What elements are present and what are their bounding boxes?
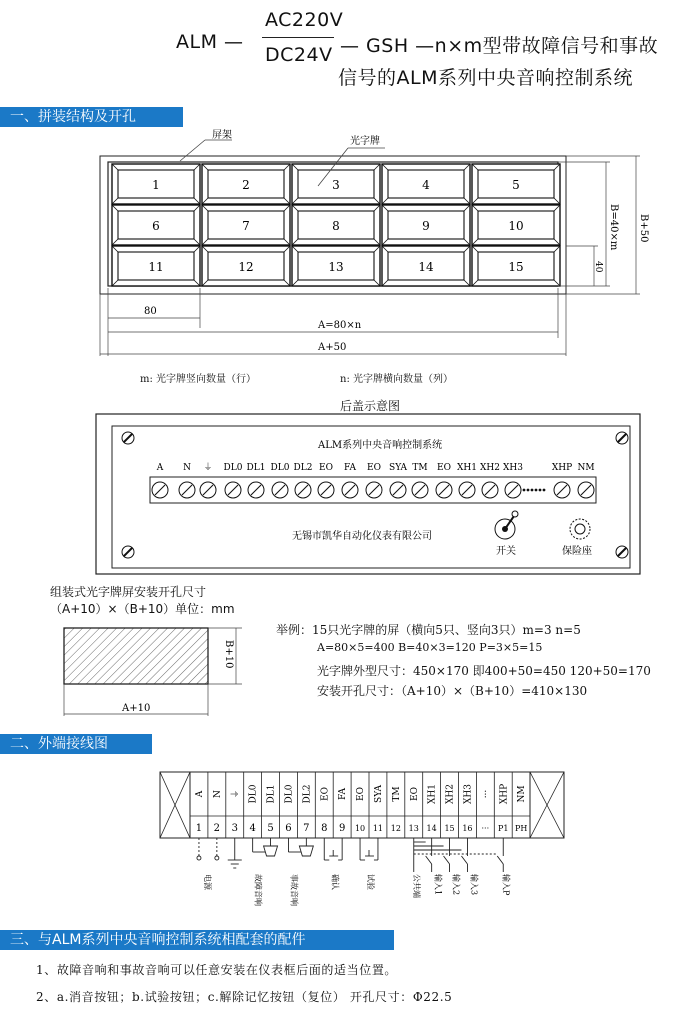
plate-number: 14 xyxy=(418,260,434,274)
wire-label: XHP xyxy=(499,783,510,805)
terminal-screw-icon xyxy=(248,482,264,498)
terminal-screw-icon xyxy=(295,482,311,498)
fuse-icon xyxy=(570,519,590,539)
wiring-diagram xyxy=(0,760,700,910)
plate-8 xyxy=(292,205,380,245)
wire-bottom-label: 故障音响 xyxy=(253,874,263,906)
plate-15 xyxy=(472,246,560,286)
accessory-item-2: 2、a.消音按钮；b.试验按钮；c.解除记忆按钮（复位） 开孔尺寸：Φ22.5 xyxy=(36,990,453,1004)
title-line2: 信号的ALM系列中央音响控制系统 xyxy=(338,67,633,89)
plate-number: 2 xyxy=(242,178,250,192)
terminal-screw-icon xyxy=(505,482,521,498)
wire-label: XH1 xyxy=(427,784,438,804)
terminal-label: EO xyxy=(367,463,381,473)
terminal-screw-icon xyxy=(554,482,570,498)
plate-number: 3 xyxy=(332,178,340,192)
plate-number: 10 xyxy=(508,219,524,233)
terminal-screw-icon xyxy=(412,482,428,498)
rear-cover-diagram xyxy=(0,412,700,577)
wire-bottom-label: 确认 xyxy=(330,874,340,890)
manufacturer: 无锡市凯华自动化仪表有限公司 xyxy=(292,531,432,542)
wire-number: 10 xyxy=(354,824,366,833)
terminal-screw-icon xyxy=(225,482,241,498)
wire-number: 16 xyxy=(462,824,473,833)
section2-title: 二、外端接线图 xyxy=(0,734,152,754)
note-m: m: 光字牌竖向数量（行） xyxy=(140,374,257,385)
dim-40: 40 xyxy=(593,261,603,273)
note-n: n: 光字牌横向数量（列） xyxy=(340,374,453,385)
wire-number: 6 xyxy=(285,823,292,834)
wire-number: 1 xyxy=(195,823,203,834)
bell-icon xyxy=(299,846,313,856)
wire-label: DL2 xyxy=(302,784,313,804)
terminal-label: FA xyxy=(344,463,356,473)
wire-label: DL0 xyxy=(284,784,295,804)
wire-bottom-label: 输入3 xyxy=(469,874,479,896)
plate-number: 5 xyxy=(512,178,520,192)
plate-number: 1 xyxy=(152,178,160,192)
wire-bottom-label: 试验 xyxy=(366,874,376,890)
plate-7 xyxy=(202,205,290,245)
terminal-screw-icon xyxy=(342,482,358,498)
ellipsis-dot xyxy=(527,489,530,492)
terminal-label: N xyxy=(183,463,191,473)
wire-number: PH xyxy=(514,824,528,833)
plate-number: 12 xyxy=(238,260,254,274)
plate-5 xyxy=(472,164,560,204)
ellipsis-dot xyxy=(523,489,526,492)
terminal-label: A xyxy=(156,463,164,473)
plate-11 xyxy=(112,246,200,286)
wire-label: DL1 xyxy=(266,784,277,804)
cutout-title-1: 组装式光字牌屏安装开孔尺寸 xyxy=(50,585,207,599)
wire-number: 15 xyxy=(444,824,455,833)
wire-bottom-label: 输入P xyxy=(501,874,511,896)
terminal-screw-icon xyxy=(200,482,216,498)
wire-label: FA xyxy=(338,788,349,800)
wire-label: EO xyxy=(320,787,331,801)
cutout-diagram xyxy=(50,618,250,718)
wire-number: 12 xyxy=(390,824,401,833)
terminal-label: DL2 xyxy=(293,463,313,473)
dim-a50: A+50 xyxy=(318,342,347,353)
fuse-label: 保险座 xyxy=(562,546,592,557)
switch-icon xyxy=(495,511,518,539)
wire-label: A xyxy=(194,790,205,798)
terminal-screw-icon xyxy=(459,482,475,498)
wire-label: NM xyxy=(517,785,528,803)
wire-bottom-label: 电源 xyxy=(202,874,212,890)
wire-label: ··· xyxy=(481,789,492,799)
dim-b: B=40×m xyxy=(608,204,619,251)
wire-bottom-label: 输入1 xyxy=(433,874,443,896)
panel-title: ALM系列中央音响控制系统 xyxy=(318,440,443,451)
terminal-screw-icon xyxy=(390,482,406,498)
wire-label: SYA xyxy=(373,785,384,803)
plate-4 xyxy=(382,164,470,204)
section1-title: 一、拼装结构及开孔 xyxy=(0,107,183,127)
wire-label: EO xyxy=(409,787,420,801)
wire-number: 9 xyxy=(338,823,346,834)
terminal-label: XH1 xyxy=(457,463,477,473)
terminal-screw-icon xyxy=(272,482,288,498)
terminal-screw-icon xyxy=(366,482,382,498)
terminal-label: DL0 xyxy=(270,463,290,473)
plate-10 xyxy=(472,205,560,245)
wire-label: EO xyxy=(356,787,367,801)
wire-number: 13 xyxy=(408,824,419,833)
dim-80: 80 xyxy=(144,306,157,317)
terminal-screw-icon xyxy=(482,482,498,498)
wire-label: DL0 xyxy=(248,784,259,804)
wire-number: 7 xyxy=(303,823,310,834)
rear-caption: 后盖示意图 xyxy=(340,399,401,413)
plate-number: 11 xyxy=(148,260,164,274)
wire-number: 11 xyxy=(372,824,384,833)
plate-2 xyxy=(202,164,290,204)
plate-number: 4 xyxy=(422,178,430,192)
terminal-screw-icon xyxy=(436,482,452,498)
title-middle: — GSH —n×m型带故障信号和事故 xyxy=(340,35,659,57)
dim-b50: B+50 xyxy=(638,214,649,243)
wiring-bottom xyxy=(197,838,511,906)
terminal-label: DL1 xyxy=(246,463,266,473)
cutout-title-2: （A+10）×（B+10）单位：mm xyxy=(50,602,235,616)
terminal-screw-icon xyxy=(578,482,594,498)
terminal-label: EO xyxy=(437,463,451,473)
wire-label: TM xyxy=(391,786,402,802)
switch-label: 开关 xyxy=(496,546,516,557)
terminal-label: ⏚ xyxy=(203,463,213,473)
dim-a: A=80×n xyxy=(318,320,362,331)
title-ac: AC220V xyxy=(265,9,344,31)
assembly-diagram xyxy=(0,128,700,390)
screw-bl xyxy=(122,546,134,558)
wire-number: 4 xyxy=(249,823,256,834)
plate-14 xyxy=(382,246,470,286)
plate-number: 6 xyxy=(152,219,160,233)
plate-12 xyxy=(202,246,290,286)
label-plate: 光字牌 xyxy=(350,136,380,147)
wiring-columns xyxy=(195,772,527,838)
screw-tl xyxy=(122,432,134,444)
ellipsis-dot xyxy=(539,489,542,492)
plate-13 xyxy=(292,246,380,286)
title-dc: DC24V xyxy=(265,44,333,66)
plate-number: 9 xyxy=(422,219,430,233)
example-line2: A=80×5=400 B=40×3=120 P=3×5=15 xyxy=(317,641,543,654)
plate-9 xyxy=(382,205,470,245)
dim-b10: B+10 xyxy=(223,640,234,669)
plate-number: 15 xyxy=(508,260,524,274)
wire-number: P1 xyxy=(498,824,509,833)
wire-number: 2 xyxy=(213,823,221,834)
terminal-screw-icon xyxy=(152,482,168,498)
dim-a10: A+10 xyxy=(122,703,151,714)
plate-grid xyxy=(112,164,560,286)
ellipsis-dot xyxy=(535,489,538,492)
wire-bottom-label: 公共端 xyxy=(411,874,421,898)
terminal-screw-icon xyxy=(318,482,334,498)
cutout-rect xyxy=(64,628,208,684)
wire-label: ⏚ xyxy=(230,789,241,799)
ellipsis-dot xyxy=(543,489,546,492)
terminal-label: NM xyxy=(577,463,595,473)
plate-number: 7 xyxy=(242,219,250,233)
terminal-label: TM xyxy=(412,463,428,473)
end-block-left xyxy=(160,772,190,838)
terminal-label: XHP xyxy=(551,463,573,473)
section3-title: 三、与ALM系列中央音响控制系统相配套的配件 xyxy=(0,930,394,950)
terminal-label: DL0 xyxy=(223,463,243,473)
buzzer-icon xyxy=(264,846,278,856)
terminal-label: XH2 xyxy=(480,463,500,473)
screw-tr xyxy=(616,432,628,444)
plate-1 xyxy=(112,164,200,204)
label-frame: 屏架 xyxy=(212,130,232,141)
wire-label: XH2 xyxy=(445,784,456,804)
end-block-right xyxy=(530,772,564,838)
wire-number: 3 xyxy=(231,823,238,834)
plate-number: 13 xyxy=(328,260,344,274)
accessory-item-1: 1、故障音响和事故音响可以任意安装在仪表框后面的适当位置。 xyxy=(36,963,398,977)
wire-label: XH3 xyxy=(463,784,474,804)
wire-label: N xyxy=(212,790,223,798)
example-line1: 举例：15只光字牌的屏（横向5只、竖向3只）m=3 n=5 xyxy=(276,623,581,637)
terminal-label: EO xyxy=(319,463,333,473)
wire-number: 8 xyxy=(321,823,328,834)
title-prefix: ALM — xyxy=(176,31,244,53)
terminal-screw-icon xyxy=(179,482,195,498)
example-line3: 光字牌外型尺寸：450×170 即400+50=450 120+50=170 xyxy=(317,664,651,678)
plate-3 xyxy=(292,164,380,204)
example-line4: 安装开孔尺寸：（A+10）×（B+10）=410×130 xyxy=(317,684,588,698)
wire-number: ··· xyxy=(481,824,490,833)
screw-br xyxy=(616,546,628,558)
ellipsis-dot xyxy=(531,489,534,492)
wire-bottom-label: 事故音响 xyxy=(289,874,299,906)
terminal-label: SYA xyxy=(389,463,407,473)
wire-number: 14 xyxy=(426,824,437,833)
title-divider xyxy=(262,37,334,38)
wire-bottom-label: 输入2 xyxy=(451,874,461,896)
plate-6 xyxy=(112,205,200,245)
terminal-label: XH3 xyxy=(503,463,523,473)
wire-number: 5 xyxy=(267,823,274,834)
plate-number: 8 xyxy=(332,219,340,233)
